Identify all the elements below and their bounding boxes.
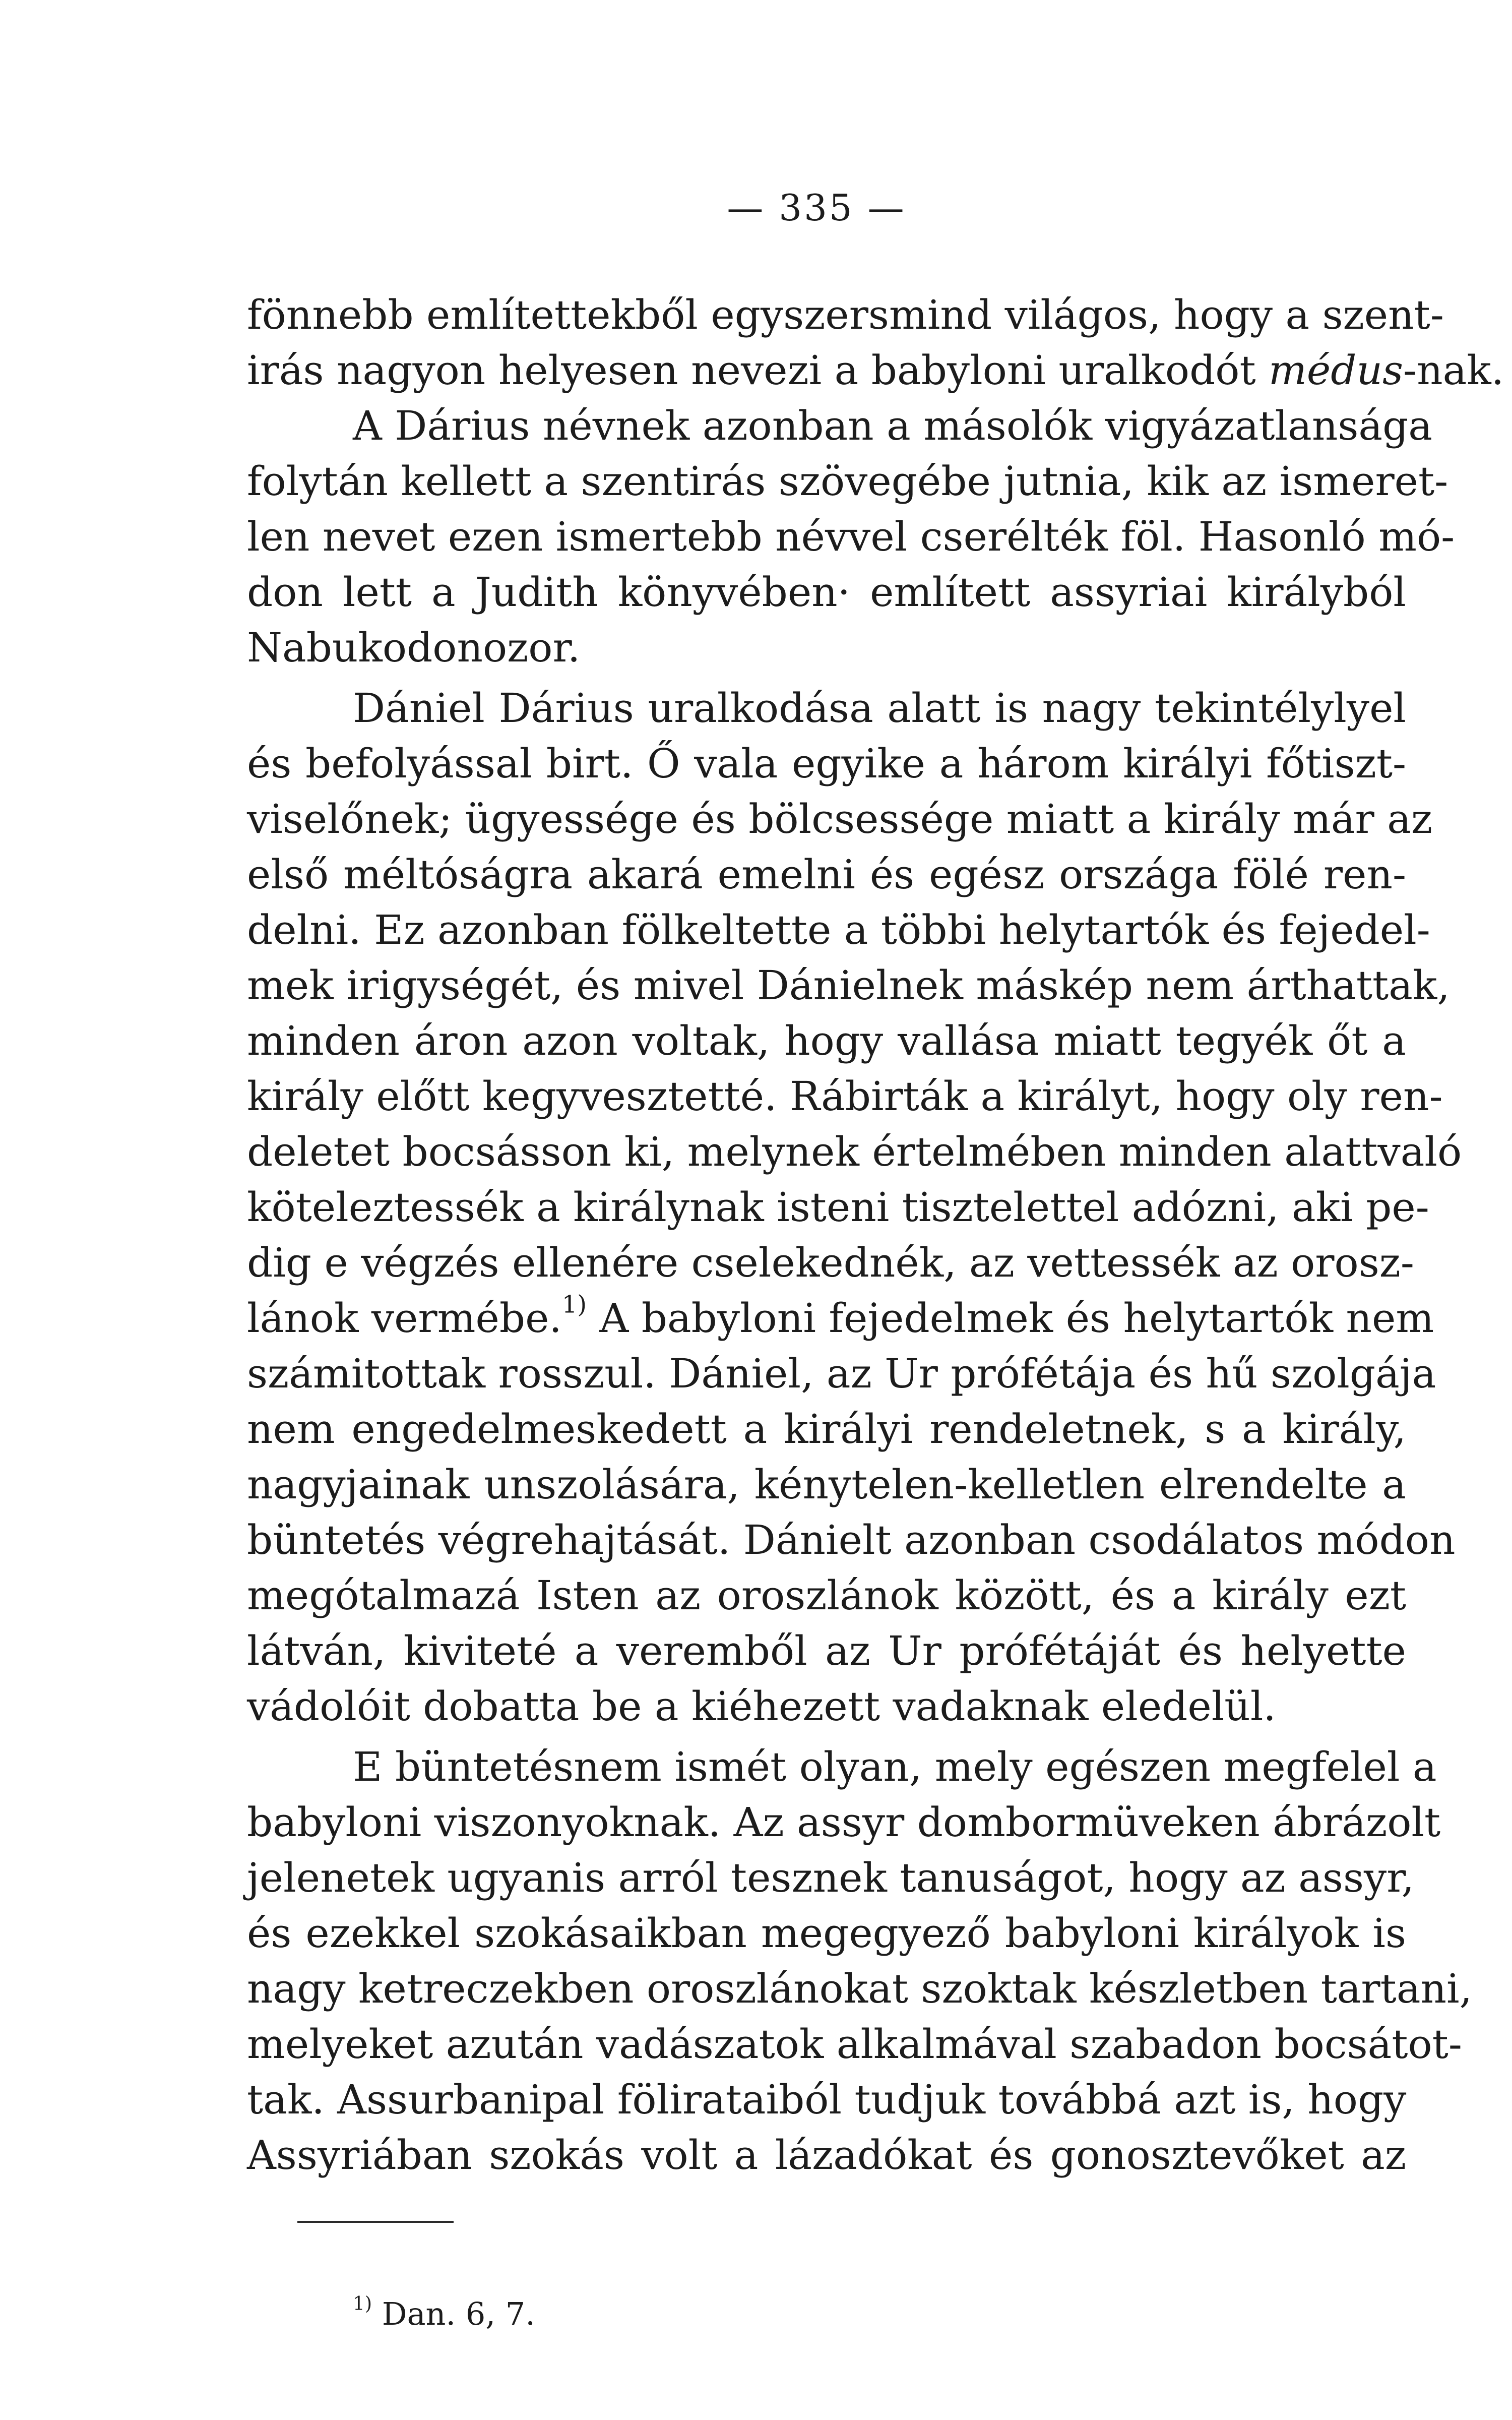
text-line: megótalmazá Isten az oroszlánok között, és a király ezt xyxy=(247,1572,1406,1619)
text-line: fönnebb említettekből egyszersmind világos, hogy a szent- xyxy=(247,291,1444,338)
text-line: nagyjainak unszolására, kénytelen-kelletlen elrendelte a xyxy=(247,1461,1406,1508)
text-line: E büntetésnem ismét olyan, mely egészen megfelel a xyxy=(353,1743,1437,1790)
footnote-marker: 1) xyxy=(353,2292,372,2315)
text-line: minden áron azon voltak, hogy vallása miatt tegyék őt a xyxy=(247,1017,1406,1064)
text-line: Nabukodonozor. xyxy=(247,624,581,671)
line-text: irás nagyon helyesen nevezi a babyloni uralkodót xyxy=(247,347,1256,394)
text-line: nagy ketreczekben oroszlánokat szoktak készletben tartani, xyxy=(247,1965,1473,2012)
text-line: melyeket azután vadászatok alkalmával szabadon bocsátot- xyxy=(247,2021,1462,2068)
footnote xyxy=(353,2291,535,2337)
text-line: király előtt kegyvesztetté. Rábirták a királyt, hogy oly ren- xyxy=(247,1073,1443,1120)
text-line: A Dárius névnek azonban a másolók vigyázatlansága xyxy=(353,402,1432,449)
text-line: viselőnek; ügyessége és bölcsessége miatt a király már az xyxy=(247,796,1433,842)
italic-suffix: -nak. xyxy=(1403,347,1504,394)
text-line: és befolyással birt. Ő vala egyike a három királyi főtiszt- xyxy=(247,740,1406,787)
text-line: len nevet ezen ismertebb névvel cserélték föl. Hasonló mó- xyxy=(247,513,1455,560)
text-line: első méltóságra akará emelni és egész országa fölé ren- xyxy=(247,851,1406,898)
text-line: és ezekkel szokásaikban megegyező babyloni királyok is xyxy=(247,1910,1406,1957)
footnote-divider xyxy=(297,2221,454,2223)
text-line: tak. Assurbanipal föliratаiból tudjuk továbbá azt is, hogy xyxy=(247,2076,1407,2123)
text-line: nem engedelmeskedett a királyi rendeletnek, s a király, xyxy=(247,1406,1406,1453)
page-number: — 335 — xyxy=(727,187,906,229)
footnote-text: Dan. 6, 7. xyxy=(372,2295,535,2332)
text-line: mek irigységét, és mivel Dánielnek máskép nem árthattak, xyxy=(247,962,1450,1009)
footnote-reference: 1) xyxy=(561,1290,587,1319)
text-line: vádolóit dobatta be a kiéhezett vadaknak eledelül. xyxy=(247,1683,1276,1730)
italic-word: médus xyxy=(1269,347,1404,394)
text-line: babyloni viszonyoknak. Az assyr dombormüveken ábrázolt xyxy=(247,1799,1441,1846)
text-line: Assyriában szokás volt a lázadókat és gonosztevőket az xyxy=(247,2132,1406,2179)
text-line: Dániel Dárius uralkodása alatt is nagy tekintélylyel xyxy=(353,685,1406,732)
text-line: jelenetek ugyanis arról tesznek tanuságot, hogy az assyr, xyxy=(247,1854,1415,1901)
line-text: lánok vermébe. xyxy=(247,1295,562,1342)
text-line: büntetés végrehajtását. Dánielt azonban csodálatos módon xyxy=(247,1517,1456,1563)
text-line xyxy=(247,343,1504,398)
text-line: számitottak rosszul. Dániel, az Ur prófétája és hű szolgája xyxy=(247,1350,1436,1397)
line-text: A babyloni fejedelmek és helytartók nem xyxy=(587,1295,1434,1342)
text-line: don lett a Judith könyvében· említett assyriai királyból xyxy=(247,569,1406,616)
text-line: folytán kellett a szentirás szövegébe jutnia, kik az ismeret- xyxy=(247,458,1448,505)
text-line: látván, kiviteté a veremből az Ur prófétáját és helyette xyxy=(247,1627,1406,1674)
text-line: dig e végzés ellenére cselekednék, az vettessék az orosz- xyxy=(247,1239,1414,1286)
text-line xyxy=(247,1290,1434,1346)
text-line: delni. Ez azonban fölkeltette a többi helytartók és fejedel- xyxy=(247,906,1430,953)
text-line: köteleztessék a királynak isteni tisztelettel adózni, aki pe- xyxy=(247,1184,1429,1231)
text-line: deletet bocsásson ki, melynek értelmében minden alattvaló xyxy=(247,1128,1462,1175)
